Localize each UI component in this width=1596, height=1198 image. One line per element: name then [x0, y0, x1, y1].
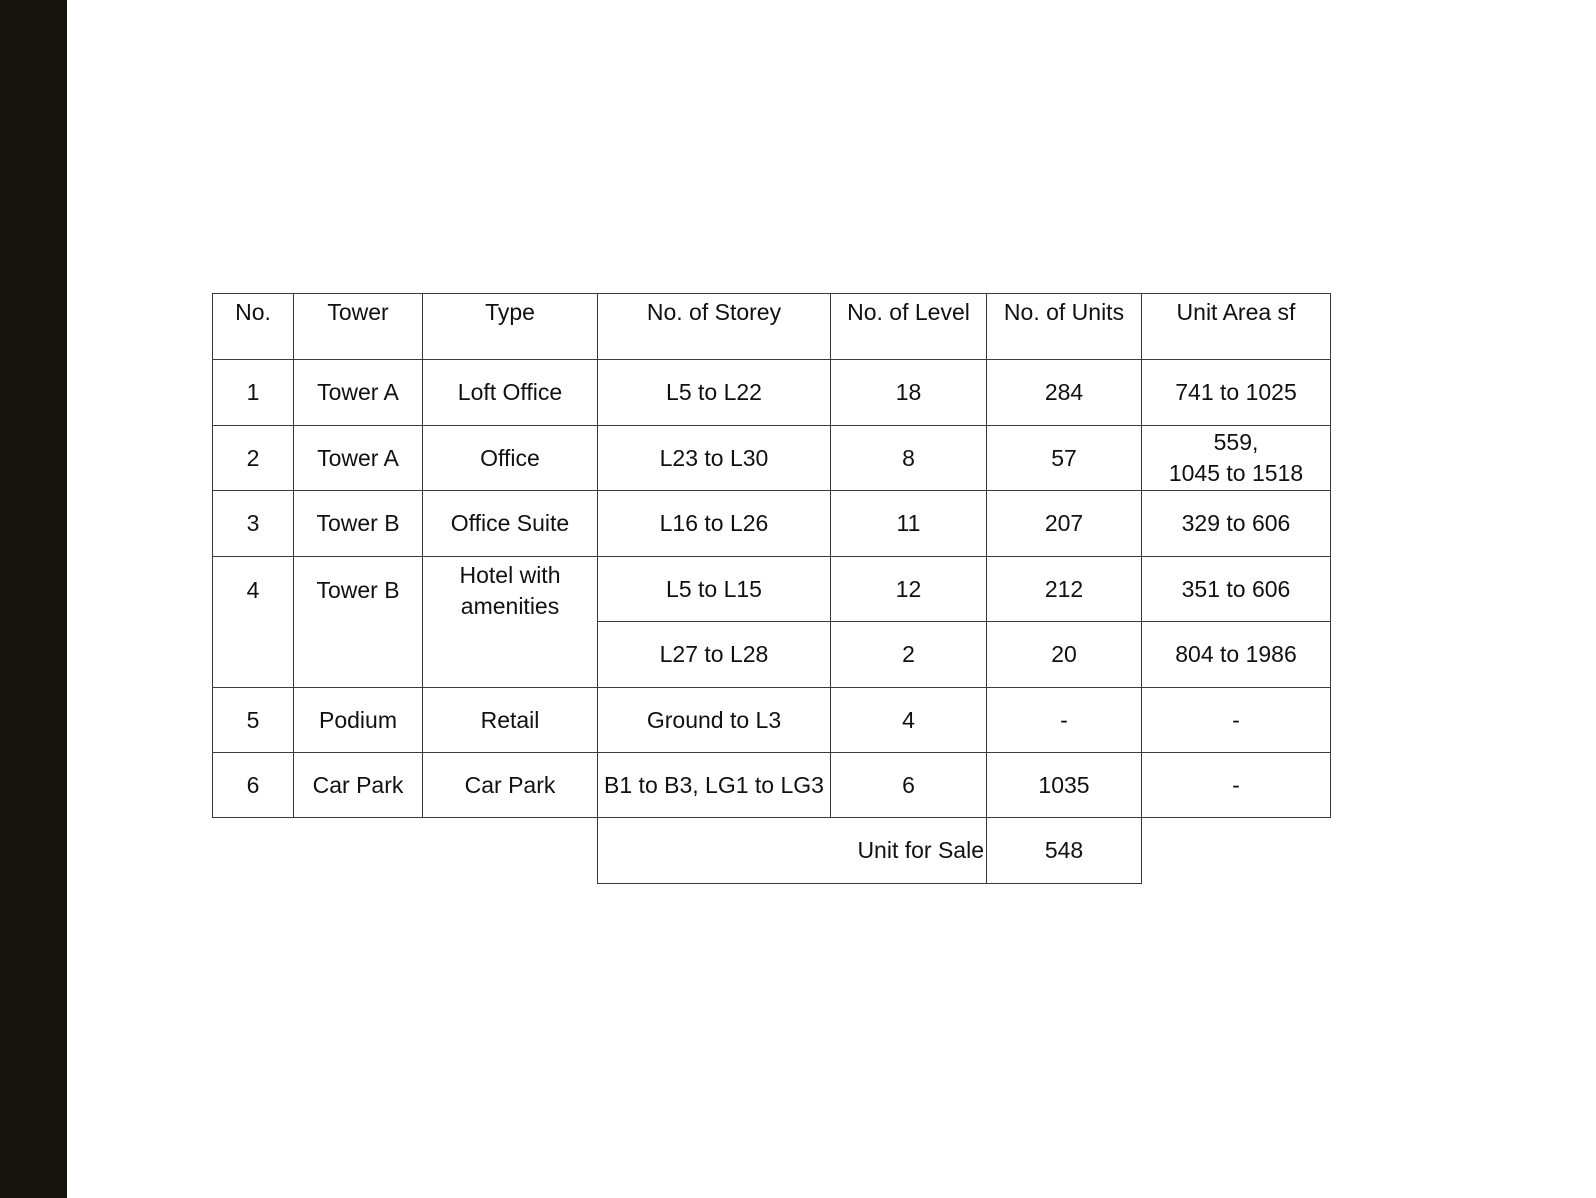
row3-storey: L16 to L26	[597, 490, 831, 557]
row1-tower: Tower A	[293, 359, 423, 426]
header-storey: No. of Storey	[597, 293, 831, 360]
header-level: No. of Level	[830, 293, 987, 360]
row3-units: 207	[986, 490, 1142, 557]
row3-tower: Tower B	[293, 490, 423, 557]
row5-level: 4	[830, 687, 987, 753]
row2-area	[1141, 425, 1331, 491]
row2-area-line1: 559,	[1213, 429, 1259, 455]
row5-storey: Ground to L3	[597, 687, 831, 753]
row4-type-line2: amenities	[460, 593, 560, 619]
summary-label: Unit for Sale	[597, 817, 987, 884]
row1-storey: L5 to L22	[597, 359, 831, 426]
row4-type	[422, 556, 598, 688]
row3-area: 329 to 606	[1141, 490, 1331, 557]
row3-no: 3	[212, 490, 294, 557]
row2-area-line2: 1045 to 1518	[1168, 460, 1304, 486]
header-type: Type	[422, 293, 598, 360]
row4-area: 351 to 606	[1141, 556, 1331, 622]
row2-tower: Tower A	[293, 425, 423, 491]
row6-tower: Car Park	[293, 752, 423, 818]
row6-type: Car Park	[422, 752, 598, 818]
row3-level: 11	[830, 490, 987, 557]
row5-tower: Podium	[293, 687, 423, 753]
row6-area: -	[1141, 752, 1331, 818]
row2-type: Office	[422, 425, 598, 491]
row2-level: 8	[830, 425, 987, 491]
row4b-storey: L27 to L28	[597, 621, 831, 688]
header-no: No.	[212, 293, 294, 360]
row4-no: 4	[212, 556, 294, 688]
row1-area: 741 to 1025	[1141, 359, 1331, 426]
row4b-level: 2	[830, 621, 987, 688]
row6-units: 1035	[986, 752, 1142, 818]
row4-type-line1: Hotel with	[459, 562, 561, 588]
row4b-area: 804 to 1986	[1141, 621, 1331, 688]
row2-storey: L23 to L30	[597, 425, 831, 491]
row1-units: 284	[986, 359, 1142, 426]
header-tower: Tower	[293, 293, 423, 360]
header-units: No. of Units	[986, 293, 1142, 360]
row4-level: 12	[830, 556, 987, 622]
row6-level: 6	[830, 752, 987, 818]
row4-storey: L5 to L15	[597, 556, 831, 622]
row4b-units: 20	[986, 621, 1142, 688]
header-area: Unit Area sf	[1141, 293, 1331, 360]
row4-units: 212	[986, 556, 1142, 622]
summary-value: 548	[986, 817, 1142, 884]
row4-tower: Tower B	[293, 556, 423, 688]
row3-type: Office Suite	[422, 490, 598, 557]
row5-units: -	[986, 687, 1142, 753]
row2-units: 57	[986, 425, 1142, 491]
row1-no: 1	[212, 359, 294, 426]
row6-storey: B1 to B3, LG1 to LG3	[597, 752, 831, 818]
row6-no: 6	[212, 752, 294, 818]
row5-area: -	[1141, 687, 1331, 753]
row2-no: 2	[212, 425, 294, 491]
row1-level: 18	[830, 359, 987, 426]
row5-no: 5	[212, 687, 294, 753]
row5-type: Retail	[422, 687, 598, 753]
row1-type: Loft Office	[422, 359, 598, 426]
